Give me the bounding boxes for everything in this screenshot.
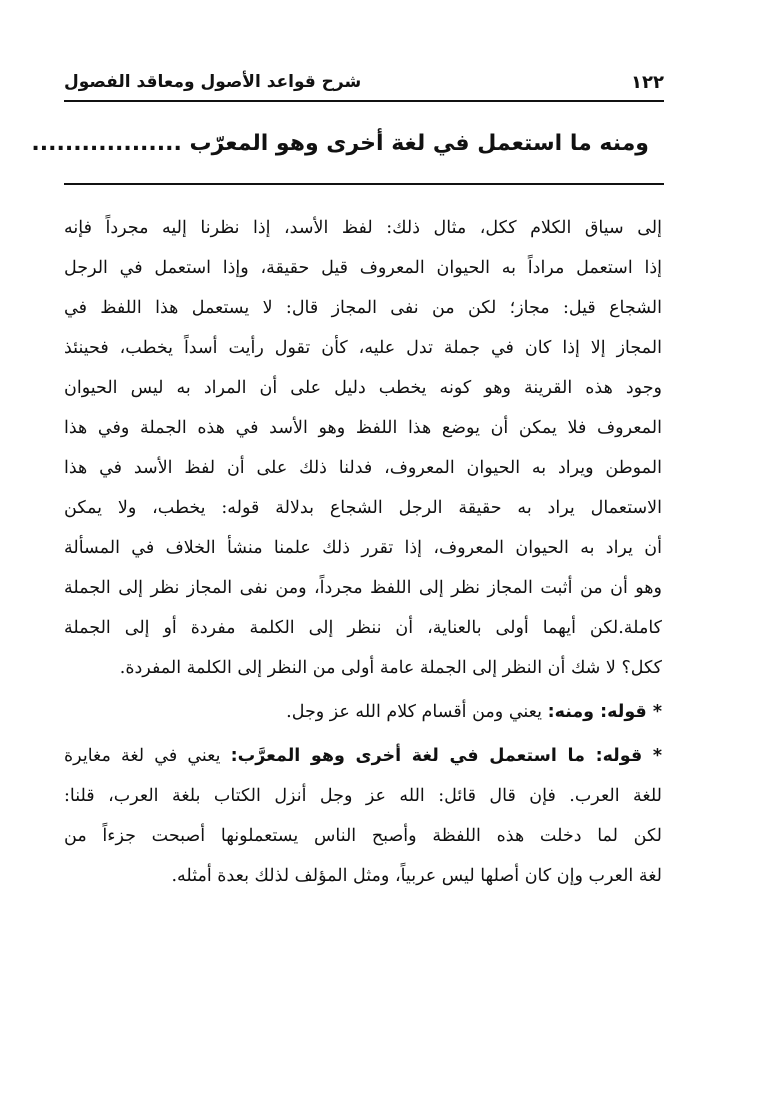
page-header <box>64 70 664 100</box>
commentary-body <box>64 208 662 896</box>
page-number: ١٢٢ <box>631 72 664 93</box>
header-divider <box>64 100 664 102</box>
text-line: الشجاع قيل: مجاز؛ لكن من نفى المجاز قال: لا يستعمل هذا اللفظ في <box>64 298 662 318</box>
text-line: للغة العرب. فإن قال قائل: الله عز وجل أنزل الكتاب بلغة العرب، قلنا: <box>64 786 662 806</box>
text-line: وهو أن من أثبت المجاز نظر إلى اللفظ مجرداً، ومن نفى المجاز نظر إلى الجملة <box>64 578 662 598</box>
matn-quote: ومنه ما استعمل في لغة أخرى وهو المعرّب .................. <box>31 131 649 156</box>
text-line: أن يراد به الحيوان المعروف، إذا تقرر ذلك علمنا منشأ الخلاف في المسألة <box>64 538 662 558</box>
text-line: لكن لما دخلت هذه اللفظة وأصبح الناس يستعملونها أصبحت جزءاً من <box>64 826 662 846</box>
matn-divider <box>64 183 664 185</box>
explanation: يعني ومن أقسام كلام الله عز وجل. <box>286 702 542 722</box>
running-title: شرح قواعد الأصول ومعاقد الفصول <box>64 72 362 92</box>
quoted-phrase: * قوله: ومنه: <box>547 702 662 722</box>
text-line: وجود هذه القرينة وهو كونه يخطب دليل على أن المراد به ليس الحيوان <box>64 378 662 398</box>
text-line: إذا استعمل مراداً به الحيوان المعروف قيل حقيقة، وإذا استعمل في الرجل <box>64 258 662 278</box>
text-line: ككل؟ لا شك أن النظر إلى الجملة عامة أولى من النظر إلى الكلمة المفردة. <box>119 658 662 678</box>
text-line: المعروف فلا يمكن أن يوضع هذا اللفظ وهو الأسد في هذه الجملة وفي هذا <box>64 418 662 438</box>
text-line: المجاز إلا إذا كان في جملة تدل عليه، كأن تقول رأيت أسداً يخطب، فحينئذ <box>64 338 662 358</box>
text-line <box>64 736 662 776</box>
explanation: يعني في لغة مغايرة <box>64 746 221 766</box>
paragraph-1 <box>64 208 662 688</box>
paragraph-2 <box>64 692 662 732</box>
paragraph-3 <box>64 736 662 896</box>
quoted-phrase: * قوله: ما استعمل في لغة أخرى وهو المعرَّب: <box>230 746 662 766</box>
text-line: الموطن ويراد به الحيوان المعروف، فدلنا ذلك على أن لفظ الأسد في هذا <box>64 458 662 478</box>
text-line: الاستعمال يراد به حقيقة الرجل الشجاع بدلالة قوله: يخطب، ولا يمكن <box>64 498 662 518</box>
text-line: لغة العرب وإن كان أصلها ليس عربياً، ومثل المؤلف لذلك بعدة أمثله. <box>171 866 662 886</box>
text-line: كاملة.لكن أيهما أولى بالعناية، أن ننظر إلى الكلمة مفردة أو إلى الجملة <box>64 618 662 638</box>
text-line: إلى سياق الكلام ككل، مثال ذلك: لفظ الأسد، إذا نظرنا إليه مجرداً فإنه <box>64 218 662 238</box>
